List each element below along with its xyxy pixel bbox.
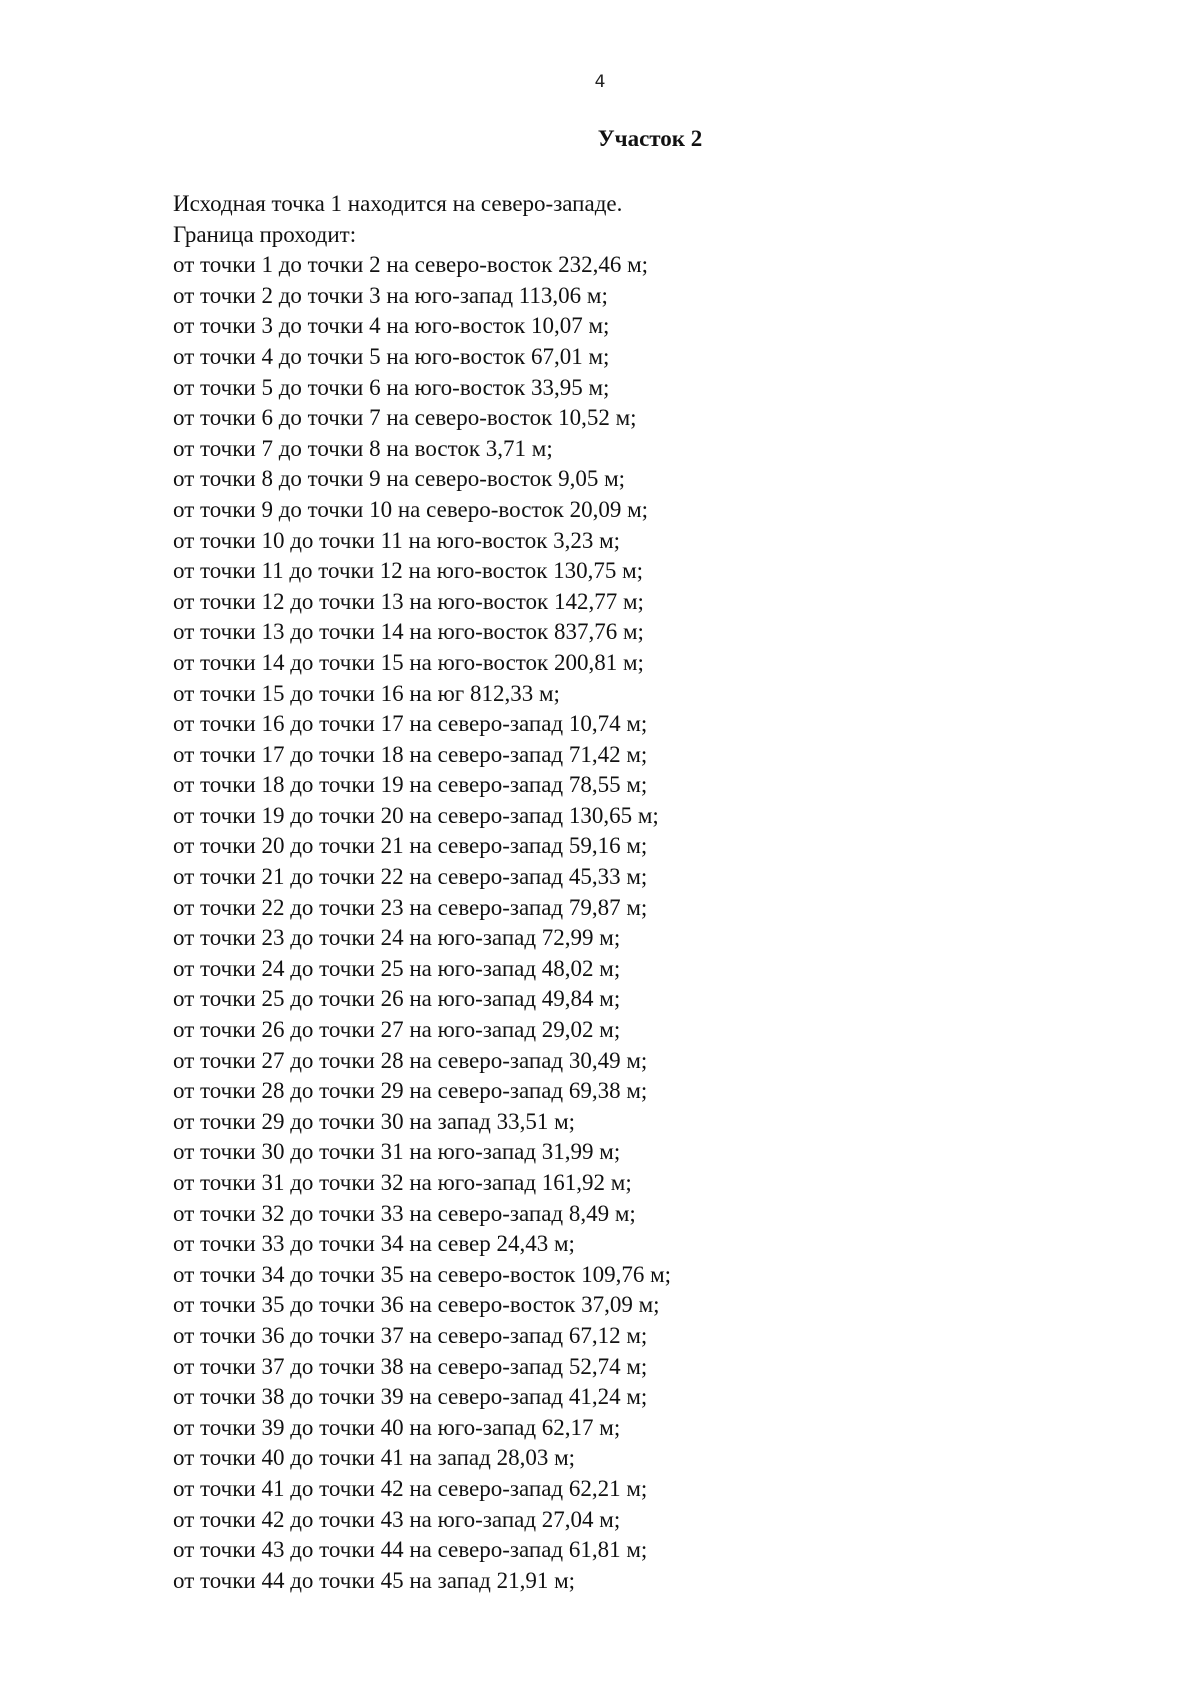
boundary-line: от точки 2 до точки 3 на юго-запад 113,06 м; <box>173 282 608 308</box>
boundary-line: от точки 15 до точки 16 на юг 812,33 м; <box>173 680 560 706</box>
boundary-line: от точки 38 до точки 39 на северо-запад 41,24 м; <box>173 1384 648 1410</box>
boundary-line: от точки 21 до точки 22 на северо-запад 45,33 м; <box>173 864 648 890</box>
boundary-line: от точки 7 до точки 8 на восток 3,71 м; <box>173 435 553 461</box>
boundary-line: от точки 43 до точки 44 на северо-запад 61,81 м; <box>173 1537 648 1563</box>
boundary-line: от точки 28 до точки 29 на северо-запад 69,38 м; <box>173 1078 648 1104</box>
boundary-line: от точки 8 до точки 9 на северо-восток 9,05 м; <box>173 466 626 492</box>
boundary-line: от точки 4 до точки 5 на юго-восток 67,01 м; <box>173 343 610 369</box>
boundary-line: от точки 32 до точки 33 на северо-запад 8,49 м; <box>173 1200 636 1226</box>
boundary-line: от точки 12 до точки 13 на юго-восток 142,77 м; <box>173 588 644 614</box>
boundary-line: от точки 37 до точки 38 на северо-запад 52,74 м; <box>173 1353 648 1379</box>
boundary-line: от точки 42 до точки 43 на юго-запад 27,04 м; <box>173 1506 621 1532</box>
boundary-line: от точки 20 до точки 21 на северо-запад 59,16 м; <box>173 833 648 859</box>
boundary-description <box>173 189 1073 1596</box>
boundary-list <box>173 250 1073 1596</box>
boundary-line: от точки 30 до точки 31 на юго-запад 31,99 м; <box>173 1139 621 1165</box>
boundary-line: от точки 35 до точки 36 на северо-восток 37,09 м; <box>173 1292 660 1318</box>
page-number: 4 <box>594 72 606 92</box>
boundary-line: от точки 27 до точки 28 на северо-запад 30,49 м; <box>173 1047 648 1073</box>
boundary-line: от точки 40 до точки 41 на запад 28,03 м; <box>173 1445 576 1471</box>
boundary-line: от точки 5 до точки 6 на юго-восток 33,95 м; <box>173 374 610 400</box>
boundary-line: от точки 14 до точки 15 на юго-восток 200,81 м; <box>173 649 644 675</box>
boundary-line: от точки 10 до точки 11 на юго-восток 3,23 м; <box>173 527 621 553</box>
boundary-line: от точки 16 до точки 17 на северо-запад 10,74 м; <box>173 711 648 737</box>
boundary-line: от точки 9 до точки 10 на северо-восток 20,09 м; <box>173 496 649 522</box>
boundary-line: от точки 3 до точки 4 на юго-восток 10,07 м; <box>173 313 610 339</box>
boundary-line: от точки 36 до точки 37 на северо-запад 67,12 м; <box>173 1322 648 1348</box>
boundary-line: от точки 18 до точки 19 на северо-запад 78,55 м; <box>173 772 648 798</box>
boundary-line: от точки 39 до точки 40 на юго-запад 62,17 м; <box>173 1414 621 1440</box>
boundary-line: от точки 19 до точки 20 на северо-запад 130,65 м; <box>173 802 659 828</box>
boundary-line: от точки 33 до точки 34 на север 24,43 м; <box>173 1231 575 1257</box>
boundary-line: от точки 31 до точки 32 на юго-запад 161,92 м; <box>173 1170 632 1195</box>
section-title-container <box>0 126 1200 152</box>
intro-line: Исходная точка 1 находится на северо-западе. <box>173 191 623 216</box>
boundary-line: от точки 1 до точки 2 на северо-восток 232,46 м; <box>173 252 649 278</box>
section-title: Участок 2 <box>597 126 703 151</box>
boundary-line: от точки 13 до точки 14 на юго-восток 837,76 м; <box>173 619 644 645</box>
boundary-line: от точки 25 до точки 26 на юго-запад 49,84 м; <box>173 986 621 1012</box>
boundary-line: от точки 41 до точки 42 на северо-запад 62,21 м; <box>173 1475 648 1501</box>
boundary-line: от точки 23 до точки 24 на юго-запад 72,99 м; <box>173 925 621 951</box>
boundary-line: от точки 26 до точки 27 на юго-запад 29,02 м; <box>173 1017 621 1043</box>
boundary-line: от точки 44 до точки 45 на запад 21,91 м; <box>173 1567 576 1593</box>
intro-line: Граница проходит: <box>173 221 357 247</box>
boundary-line: от точки 6 до точки 7 на северо-восток 10,52 м; <box>173 405 637 431</box>
boundary-line: от точки 24 до точки 25 на юго-запад 48,02 м; <box>173 955 621 981</box>
boundary-line: от точки 11 до точки 12 на юго-восток 130,75 м; <box>173 558 644 584</box>
boundary-line: от точки 29 до точки 30 на запад 33,51 м; <box>173 1108 576 1134</box>
boundary-line: от точки 22 до точки 23 на северо-запад 79,87 м; <box>173 894 648 920</box>
boundary-line: от точки 34 до точки 35 на северо-восток 109,76 м; <box>173 1261 672 1287</box>
boundary-line: от точки 17 до точки 18 на северо-запад 71,42 м; <box>173 741 648 767</box>
